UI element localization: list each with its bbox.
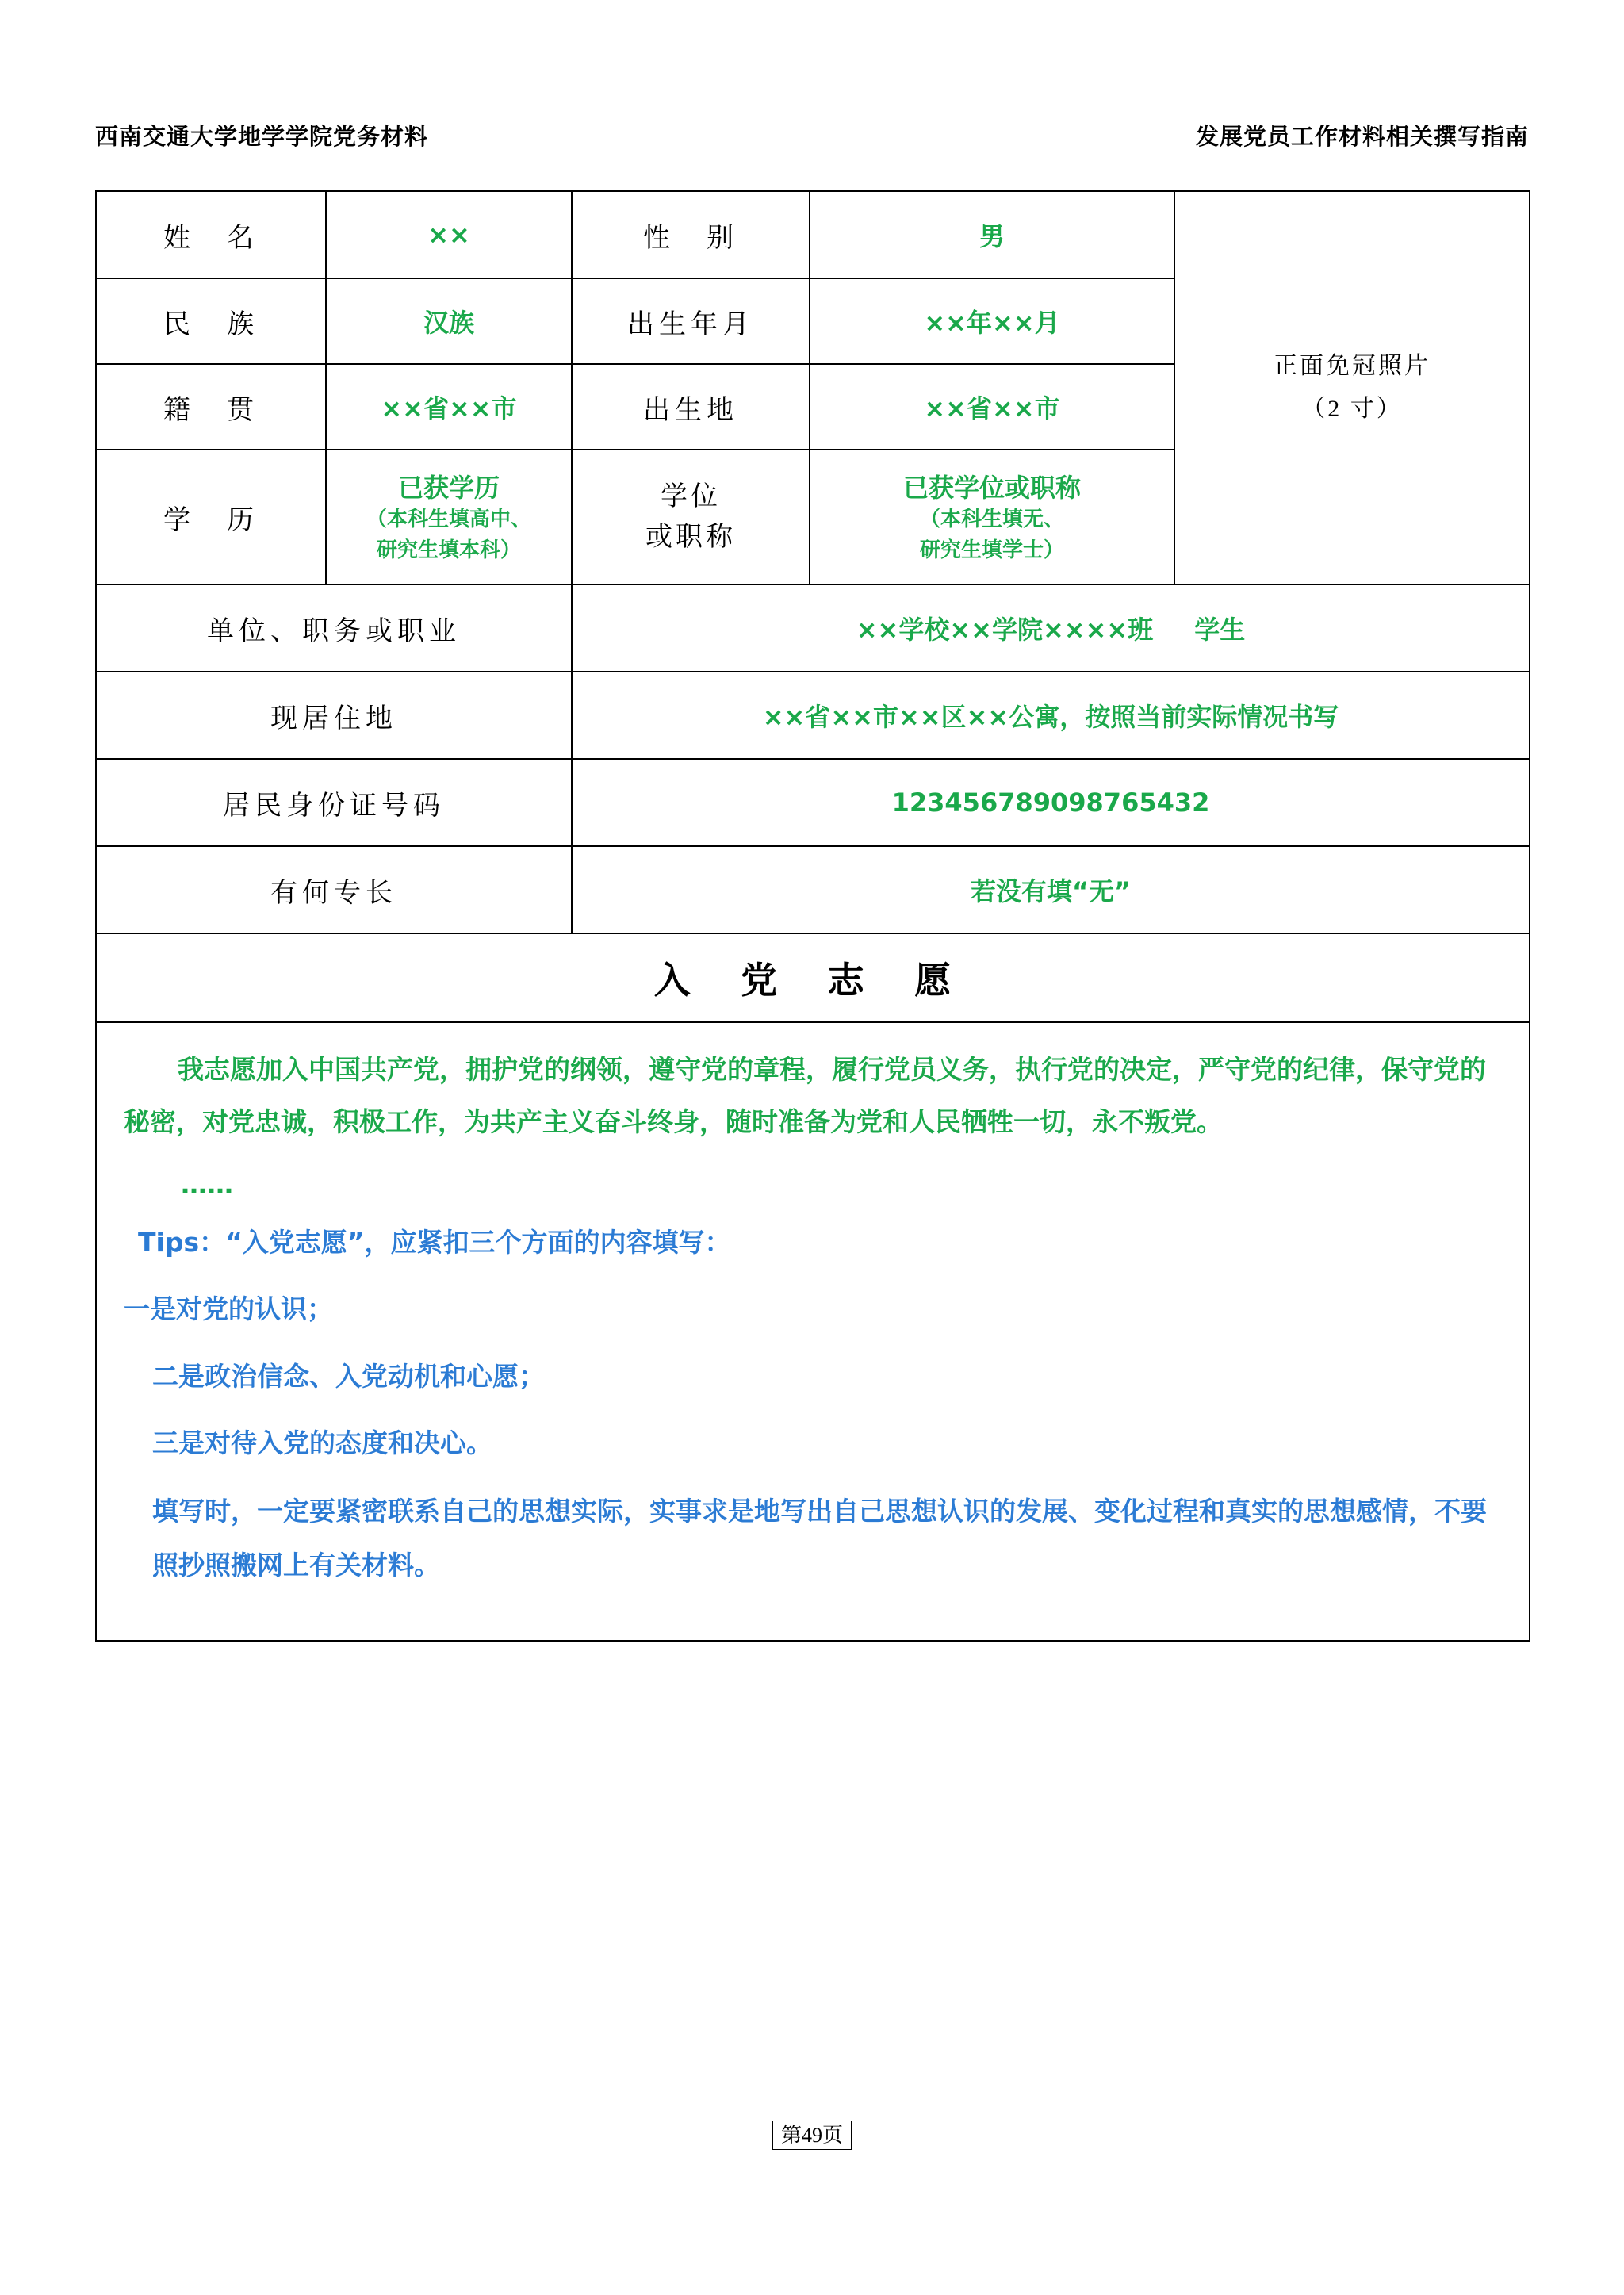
label-ethnicity: 民 族 [96,278,326,364]
label-name: 姓 名 [96,191,326,278]
label-specialty: 有何专长 [96,846,572,933]
value-degree-main: 已获学位或职称 [902,473,1081,503]
zhiyuan-paragraph: 我志愿加入中国共产党，拥护党的纲领，遵守党的章程，履行党员义务，执行党的决定，严守党的纪律，保守党的秘密，对党忠诚，积极工作，为共产主义奋斗终身，随时准备为党和人民牺牲一切，永不叛党。 [124,1054,1486,1137]
value-unit-role: 学生 [1194,615,1246,645]
table-row [96,759,1530,846]
value-birth-place: ××省××市 [810,364,1174,450]
table-row [96,933,1530,1022]
label-native-place: 籍 贯 [96,364,326,450]
label-degree-line1: 学位 [661,482,721,511]
table-row [96,846,1530,933]
value-specialty: 若没有填“无” [572,846,1530,933]
header-left-title: 西南交通大学地学学院党务材料 [95,125,429,150]
value-unit-class: ××学校××学院××××班 [856,615,1154,645]
table-row [96,191,1530,278]
label-birth-date: 出生年月 [572,278,810,364]
tip-item-2: 二是政治信念、入党动机和心愿； [152,1360,545,1392]
page-header [95,119,1529,151]
value-degree-note1: （本科生填无、 [919,508,1064,531]
page-footer [0,2119,1624,2148]
zhiyuan-body-cell [96,1022,1530,1641]
value-degree-note2: 研究生填学士） [919,538,1064,562]
header-right-title: 发展党员工作材料相关撰写指南 [1195,125,1529,150]
table-row [96,1022,1530,1641]
photo-placeholder-cell [1174,191,1530,584]
value-education-note2: 研究生填本科） [376,538,521,562]
value-education-main: 已获学历 [397,473,500,503]
tip-note: 填写时，一定要紧密联系自己的思想实际，实事求是地写出自己思想认识的发展、变化过程和真实的思想感情，不要照抄照搬网上有关材料。 [152,1496,1487,1581]
label-unit: 单位、职务或职业 [96,584,572,672]
zhiyuan-ellipsis: …… [181,1169,233,1200]
section-title-zhiyuan: 入 党 志 愿 [96,933,1530,1022]
value-education-cell [326,450,572,584]
tip-item-3: 三是对待入党的态度和决心。 [152,1427,492,1459]
application-form-table [95,190,1530,1642]
label-degree [572,450,810,584]
label-gender: 性 别 [572,191,810,278]
label-id-number: 居民身份证号码 [96,759,572,846]
label-residence: 现居住地 [96,672,572,759]
label-birth-place: 出生地 [572,364,810,450]
value-degree-cell [810,450,1174,584]
value-birth-date: ××年××月 [810,278,1174,364]
photo-label-line1: 正面免冠照片 [1274,353,1431,379]
value-education-note1: （本科生填高中、 [366,508,531,531]
page-number: 第49页 [772,2121,852,2150]
tip-item-1: 一是对党的认识； [124,1293,333,1325]
value-name: ×× [326,191,572,278]
photo-label-line2: （2 寸） [1301,396,1403,422]
value-ethnicity: 汉族 [326,278,572,364]
value-gender: 男 [810,191,1174,278]
value-unit [572,584,1530,672]
table-row [96,672,1530,759]
value-residence: ××省××市××区××公寓，按照当前实际情况书写 [572,672,1530,759]
value-native-place: ××省××市 [326,364,572,450]
label-degree-line2: 或职称 [645,523,736,552]
value-id-number: 123456789098765432 [572,759,1530,846]
table-row [96,584,1530,672]
label-education: 学 历 [96,450,326,584]
tips-intro: Tips：“入党志愿”，应紧扣三个方面的内容填写： [138,1227,731,1258]
